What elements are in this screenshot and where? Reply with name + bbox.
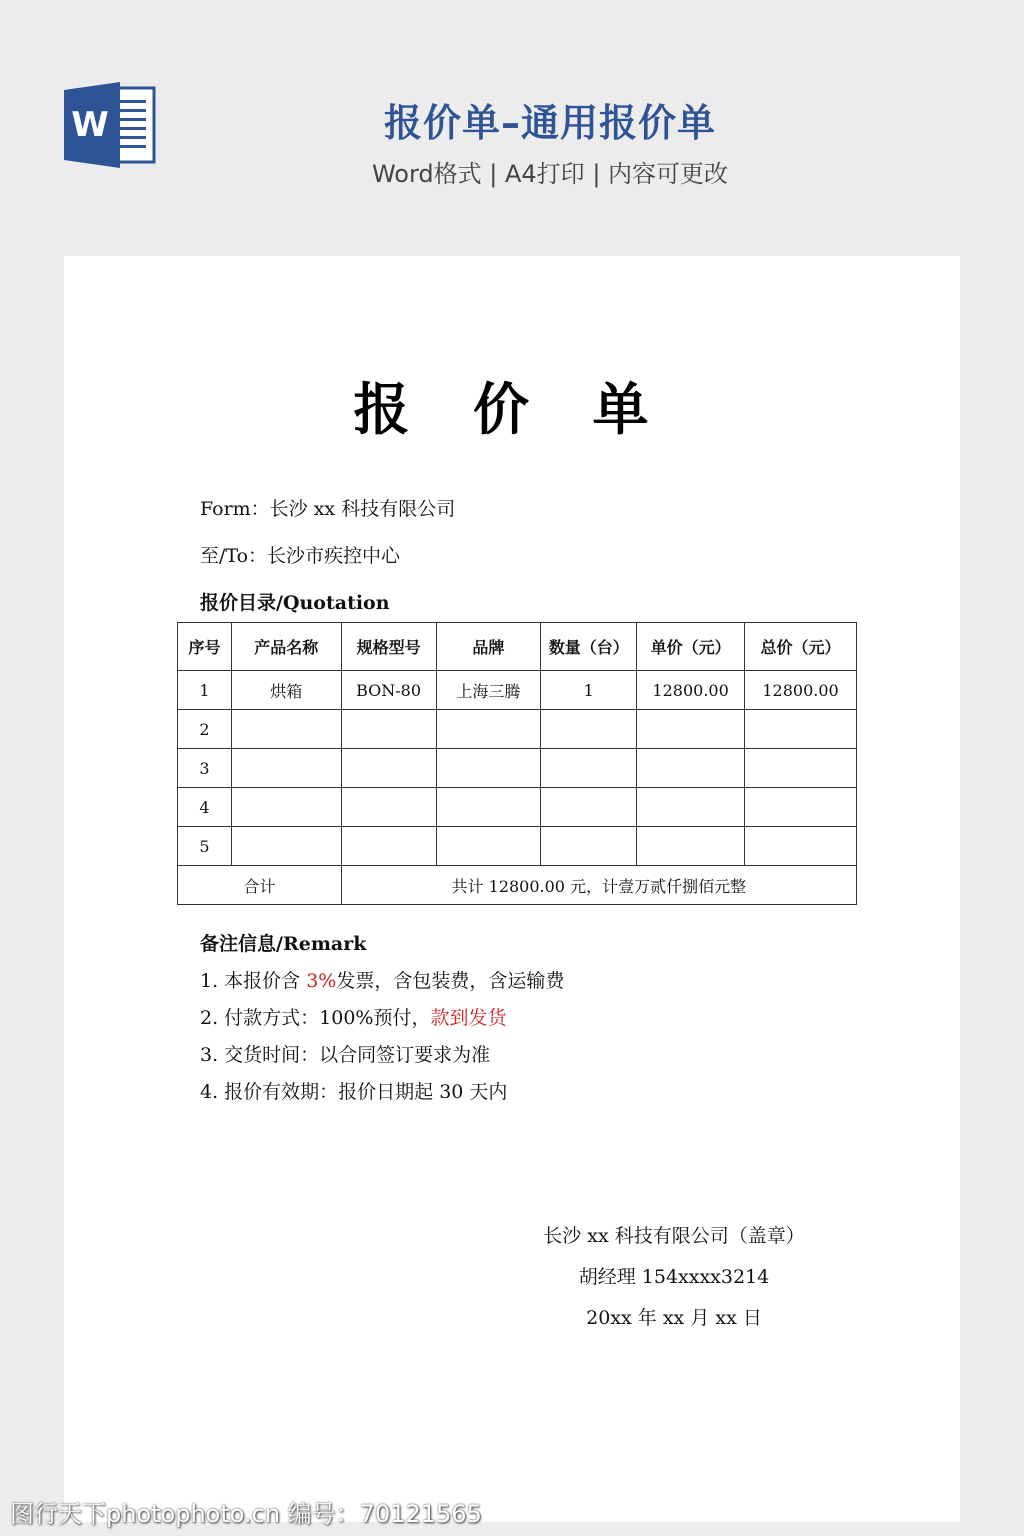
cell — [745, 749, 857, 788]
remark-highlight: 3% — [306, 970, 337, 992]
cell: BON-80 — [341, 671, 436, 710]
cell — [745, 788, 857, 827]
table-row — [178, 788, 857, 827]
cell — [341, 788, 436, 827]
cell: 1 — [178, 671, 232, 710]
cell: 5 — [178, 827, 232, 866]
cell — [341, 710, 436, 749]
remark-item — [200, 966, 564, 993]
cell — [541, 827, 637, 866]
signature-company: 长沙 xx 科技有限公司（盖章） — [543, 1225, 805, 1247]
cell: 12800.00 — [637, 671, 745, 710]
cell — [745, 710, 857, 749]
to-line: 至/To：长沙市疾控中心 — [200, 545, 401, 567]
catalog-heading: 报价目录/Quotation — [200, 592, 390, 614]
cell: 12800.00 — [745, 671, 857, 710]
cell: 3 — [178, 749, 232, 788]
header-index: 序号 — [178, 623, 232, 671]
signature-contact: 胡经理 154xxxx3214 — [578, 1266, 770, 1288]
document-title: 报 价 单 — [353, 377, 671, 443]
cell — [541, 710, 637, 749]
cell — [341, 749, 436, 788]
table-row — [178, 749, 857, 788]
cell: 烘箱 — [231, 671, 341, 710]
banner-subtitle: Word格式 | A4打印 | 内容可更改 — [371, 160, 729, 188]
signature-date: 20xx 年 xx 月 xx 日 — [586, 1307, 762, 1329]
cell: 4 — [178, 788, 232, 827]
cell — [231, 710, 341, 749]
quotation-table — [177, 622, 857, 905]
cell — [231, 788, 341, 827]
header-total-price: 总价（元） — [745, 623, 857, 671]
document-page — [64, 256, 960, 1522]
total-label: 合计 — [178, 866, 342, 905]
remark-item — [200, 1003, 507, 1030]
cell — [541, 788, 637, 827]
cell: 2 — [178, 710, 232, 749]
cell: 上海三腾 — [436, 671, 541, 710]
cell — [436, 710, 541, 749]
remark-heading: 备注信息/Remark — [200, 933, 367, 955]
table-row — [178, 710, 857, 749]
cell — [637, 827, 745, 866]
table-header-row — [178, 623, 857, 671]
header-brand: 品牌 — [436, 623, 541, 671]
cell — [745, 827, 857, 866]
header-unit-price: 单价（元） — [637, 623, 745, 671]
table-row — [178, 827, 857, 866]
cell — [436, 749, 541, 788]
table-total-row — [178, 866, 857, 905]
remark-highlight: 款到发货 — [430, 1007, 507, 1029]
total-value: 共计 12800.00 元，计壹万贰仟捌佰元整 — [341, 866, 856, 905]
cell — [541, 749, 637, 788]
cell — [231, 749, 341, 788]
remark-text: 2. 付款方式：100%预付， — [200, 1007, 431, 1029]
cell — [637, 749, 745, 788]
cell — [436, 788, 541, 827]
word-icon — [64, 82, 156, 168]
remark-text: 1. 本报价含 — [200, 970, 307, 992]
header-model: 规格型号 — [341, 623, 436, 671]
cell — [637, 788, 745, 827]
banner-title: 报价单–通用报价单 — [383, 101, 716, 145]
remark-text: 3. 交货时间：以合同签订要求为准 — [200, 1044, 491, 1066]
remark-item — [200, 1040, 490, 1067]
remark-text: 发票，含包装费，含运输费 — [336, 970, 565, 992]
remark-text: 4. 报价有效期：报价日期起 30 天内 — [200, 1081, 508, 1103]
from-line: Form：长沙 xx 科技有限公司 — [200, 498, 456, 520]
cell — [436, 827, 541, 866]
header-quantity: 数量（台） — [541, 623, 637, 671]
watermark: 图行天下photophoto.cn 编号：70121565 — [10, 1500, 482, 1528]
cell — [231, 827, 341, 866]
cell — [341, 827, 436, 866]
header-product: 产品名称 — [231, 623, 341, 671]
cell: 1 — [541, 671, 637, 710]
table-row — [178, 671, 857, 710]
cell — [637, 710, 745, 749]
remark-item — [200, 1077, 507, 1104]
word-icon-letter: W — [71, 105, 109, 145]
